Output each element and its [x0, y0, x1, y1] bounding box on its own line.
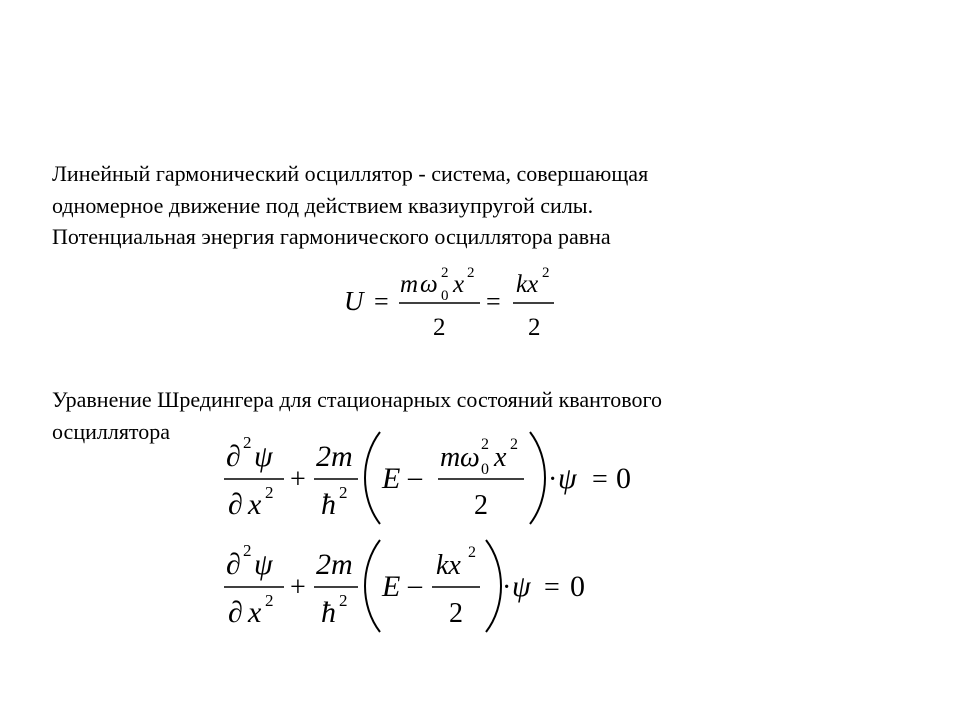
- intro-line-2: одномерное движение под действием квазиупругой силы.: [52, 192, 594, 218]
- schrodinger-equation-1: [218, 428, 658, 528]
- denominator: 2: [528, 314, 541, 341]
- right-parenthesis: [486, 540, 501, 632]
- symbol-U: U: [344, 286, 364, 316]
- x-exponent: 2: [542, 265, 550, 281]
- x-exponent: 2: [510, 436, 518, 453]
- symbol-x: x: [248, 596, 262, 629]
- denominator: 2: [449, 598, 463, 629]
- symbol-kx: kx: [516, 271, 539, 298]
- omega-subscript: 0: [481, 461, 489, 478]
- left-parenthesis: [365, 540, 380, 632]
- hbar-exponent: 2: [339, 591, 348, 610]
- equals-sign: =: [592, 464, 608, 495]
- intro-paragraph: [52, 158, 648, 253]
- plus-sign: +: [290, 572, 306, 603]
- symbol-psi: ψ: [254, 548, 273, 581]
- partial-exponent: 2: [243, 541, 252, 560]
- potential-energy-formula: [330, 258, 570, 348]
- symbol-x: x: [453, 271, 465, 298]
- dot-operator: ·: [502, 572, 512, 603]
- symbol-kx: kx: [436, 550, 461, 581]
- omega-subscript: 0: [441, 288, 449, 304]
- symbol-x: x: [494, 442, 507, 473]
- symbol-E: E: [382, 462, 401, 495]
- denominator: 2: [474, 490, 488, 521]
- coefficient-numerator: 2m: [316, 548, 353, 581]
- plus-sign: +: [290, 464, 306, 495]
- symbol-psi: ψ: [558, 462, 577, 495]
- intro-line-1: Линейный гармонический осциллятор - система, совершающая: [52, 161, 649, 186]
- x-exponent: 2: [468, 544, 476, 561]
- schrodinger-equation-2: [218, 536, 618, 636]
- symbol-omega: ω: [460, 442, 480, 473]
- omega-exponent: 2: [441, 265, 449, 281]
- zero: 0: [616, 462, 631, 495]
- partial-symbol: ∂: [228, 488, 243, 521]
- equals-sign: =: [544, 572, 560, 603]
- partial-exponent: 2: [243, 433, 252, 452]
- minus-sign: –: [408, 462, 422, 493]
- x-exponent: 2: [265, 483, 274, 502]
- partial-symbol: ∂: [226, 440, 241, 473]
- coefficient-numerator: 2m: [316, 440, 353, 473]
- symbol-m: m: [440, 442, 461, 473]
- schrodinger-intro-line-2: осциллятора: [52, 418, 171, 444]
- x-exponent: 2: [265, 591, 274, 610]
- equals-sign: =: [374, 287, 389, 316]
- right-parenthesis: [530, 432, 545, 524]
- symbol-m: m: [400, 271, 419, 298]
- minus-sign: –: [408, 570, 422, 601]
- symbol-x: x: [248, 488, 262, 521]
- symbol-psi: ψ: [512, 570, 531, 603]
- schrodinger-intro-line-1: Уравнение Шредингера для стационарных состояний квантового: [52, 387, 662, 412]
- omega-exponent: 2: [481, 436, 489, 453]
- symbol-omega: ω: [420, 271, 438, 298]
- dot-operator: ·: [548, 464, 558, 495]
- left-parenthesis: [365, 432, 380, 524]
- zero: 0: [570, 570, 585, 603]
- symbol-hbar: ħ: [321, 596, 336, 629]
- partial-symbol: ∂: [228, 596, 243, 629]
- x-exponent: 2: [467, 265, 475, 281]
- symbol-hbar: ħ: [321, 488, 336, 521]
- symbol-E: E: [382, 570, 401, 603]
- denominator: 2: [433, 314, 446, 341]
- hbar-exponent: 2: [339, 483, 348, 502]
- intro-line-3: Потенциальная энергия гармонического осциллятора равна: [52, 224, 611, 249]
- partial-symbol: ∂: [226, 548, 241, 581]
- equals-sign: =: [486, 287, 501, 316]
- symbol-psi: ψ: [254, 440, 273, 473]
